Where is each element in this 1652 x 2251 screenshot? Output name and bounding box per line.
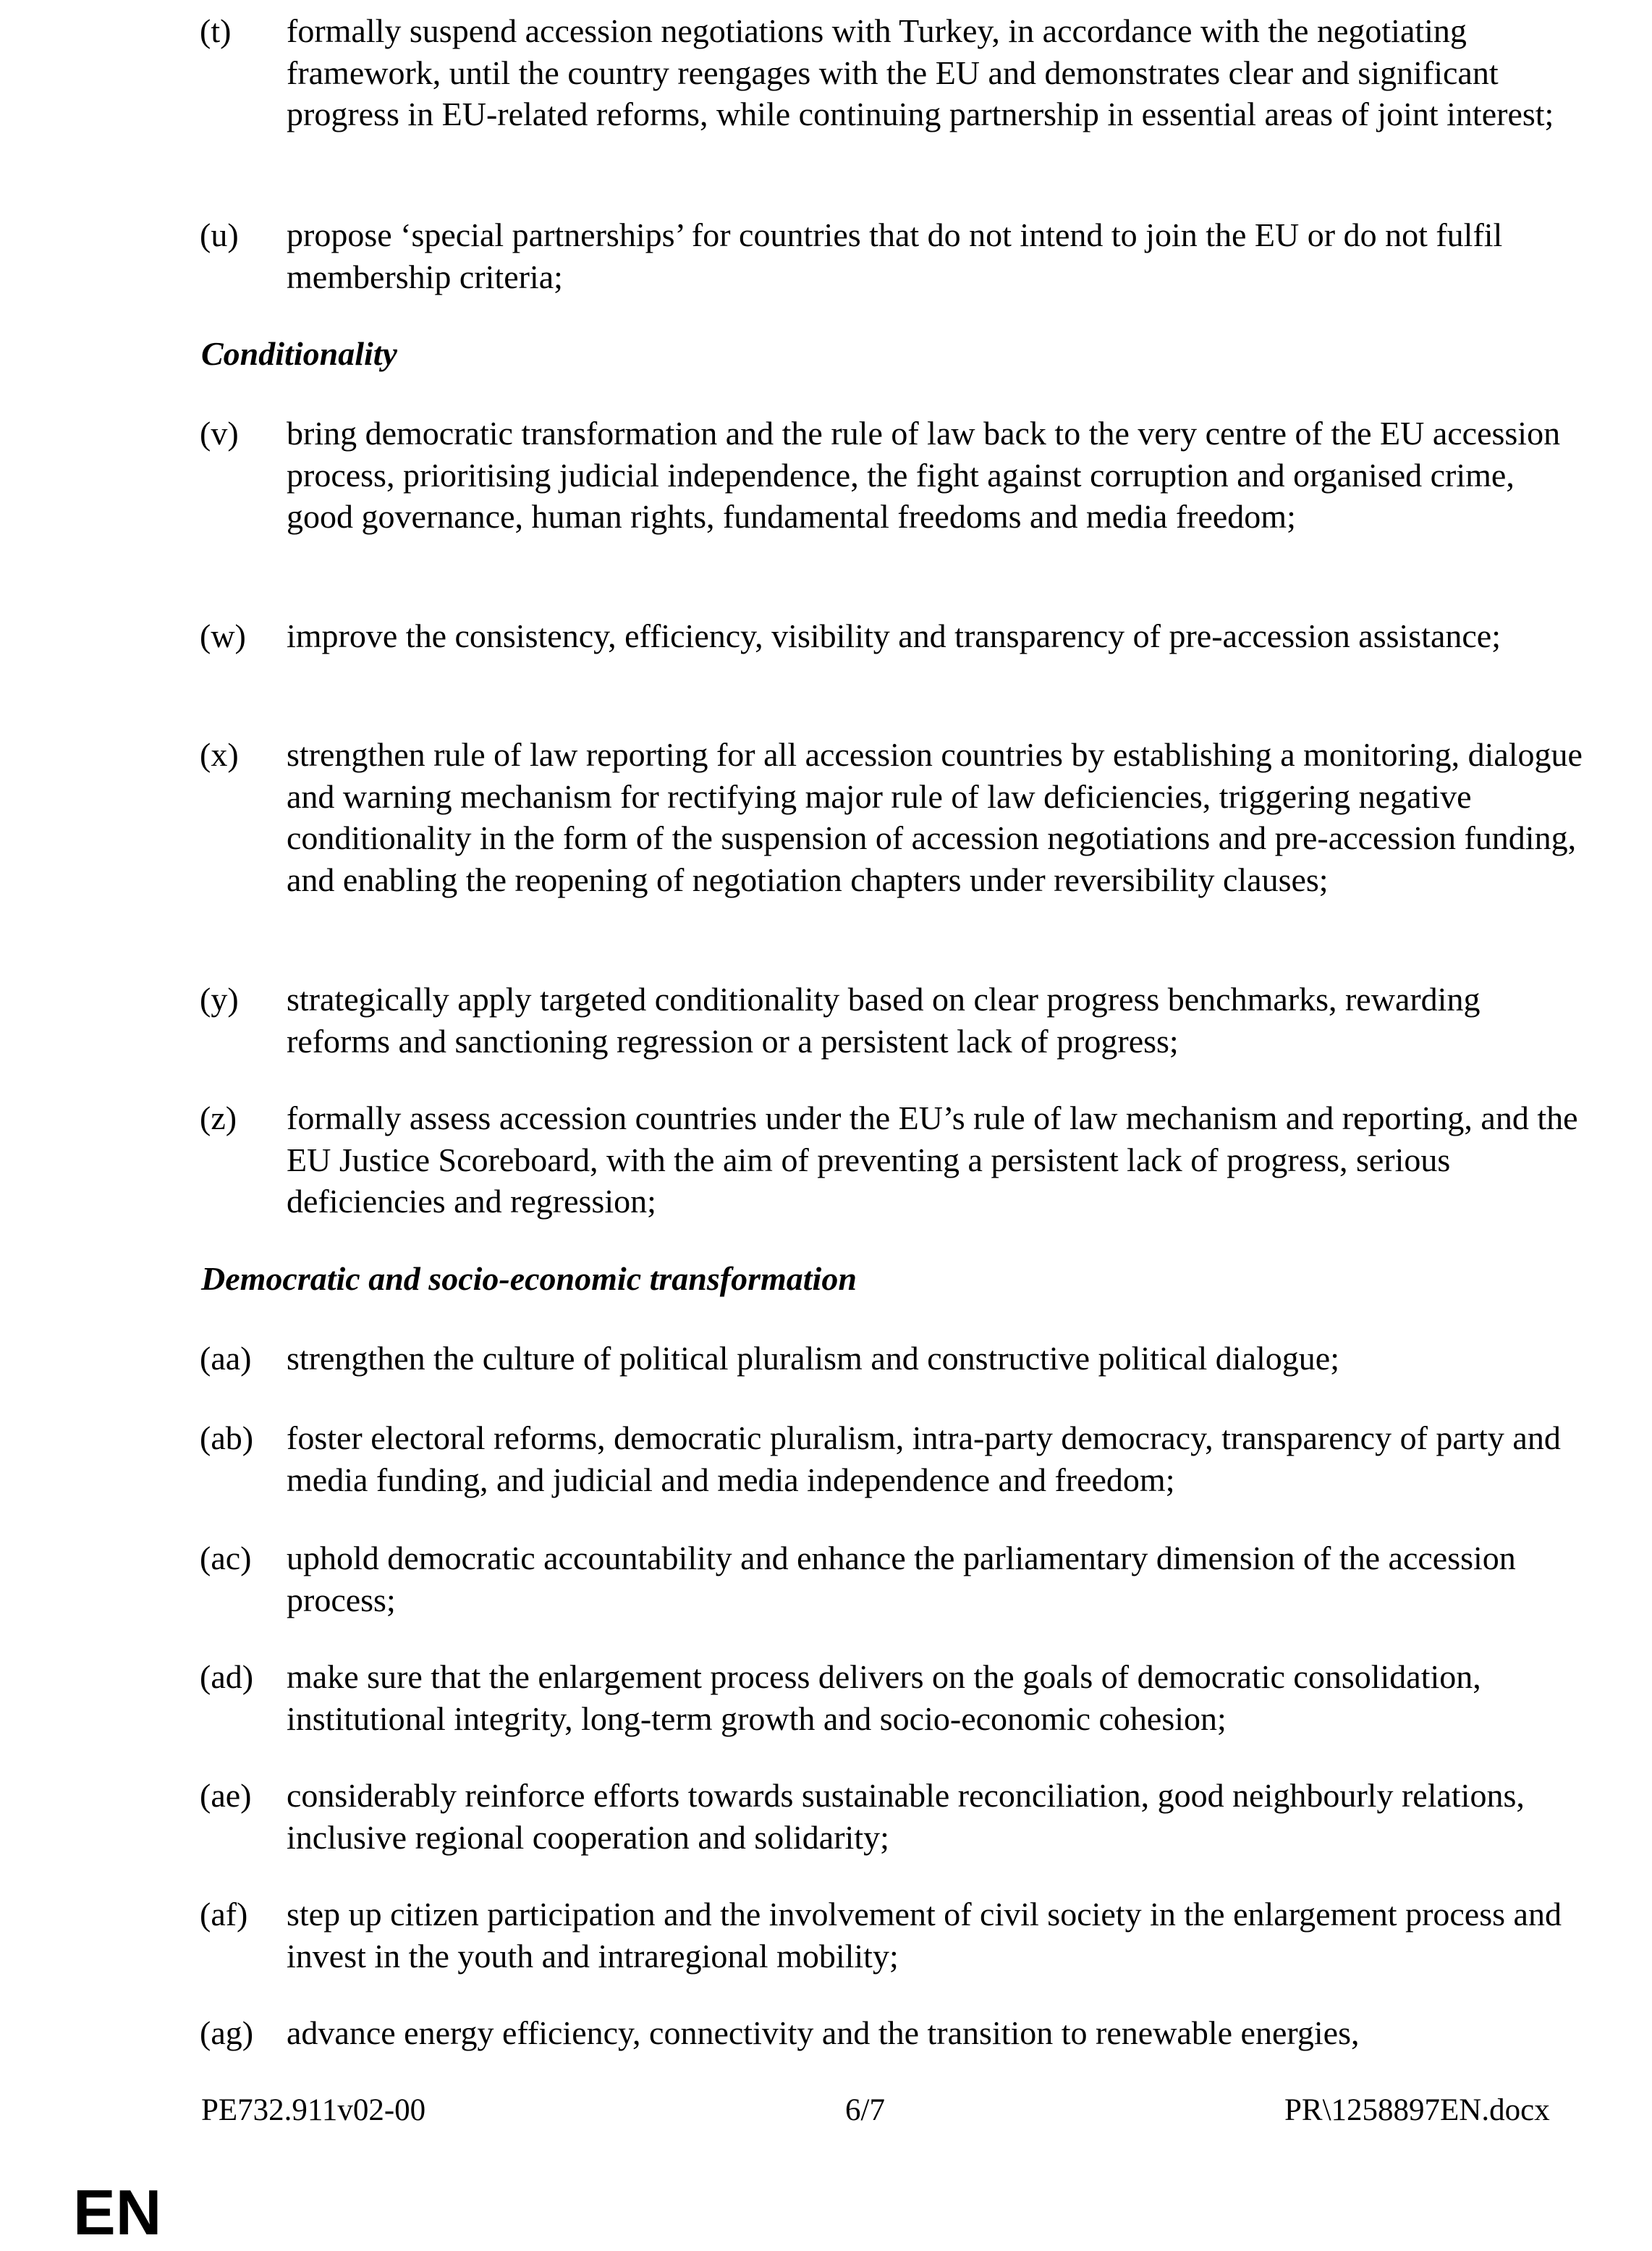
item-label: (ad)	[200, 1658, 254, 1695]
item-label: (t)	[200, 12, 232, 49]
item-label: (ac)	[200, 1540, 252, 1576]
item-label: (w)	[200, 617, 246, 654]
item-text: formally suspend accession negotiations with Turkey, in accordance with the negotiating framework, until the country reengages with the EU and demonstrates clear and significant progress in EU-related reforms, while continuing partnership in essential areas of joint interest;	[287, 12, 1554, 132]
footer-reference: PE732.911v02-00	[201, 2093, 426, 2127]
item-label: (ab)	[200, 1419, 254, 1456]
item-text: considerably reinforce efforts towards sustainable reconciliation, good neighbourly relations, inclusive regional cooperation and solidarity;	[287, 1777, 1525, 1856]
item-text: advance energy efficiency, connectivity and the transition to renewable energies,	[287, 2014, 1360, 2051]
list-item	[200, 1417, 1589, 1500]
list-item	[200, 1893, 1589, 1977]
list-item	[200, 413, 1589, 538]
list-item	[200, 2012, 1589, 2054]
item-label: (y)	[200, 981, 239, 1018]
item-text: bring democratic transformation and the rule of law back to the very centre of the EU accession process, prioritising judicial independence, the fight against corruption and organised crime, good governance, human rights, fundamental freedoms and media freedom;	[287, 415, 1561, 535]
list-item	[200, 615, 1589, 657]
footer-filename: PR\1258897EN.docx	[1284, 2093, 1550, 2127]
item-label: (af)	[200, 1896, 248, 1933]
item-text: improve the consistency, efficiency, visibility and transparency of pre-accession assistance;	[287, 617, 1501, 654]
item-label: (z)	[200, 1099, 237, 1136]
item-label: (u)	[200, 216, 239, 253]
item-label: (v)	[200, 415, 239, 452]
list-item	[200, 214, 1589, 297]
item-text: foster electoral reforms, democratic pluralism, intra-party democracy, transparency of party and media funding, and judicial and media independence and freedom;	[287, 1419, 1561, 1498]
list-item	[200, 734, 1589, 900]
list-item	[200, 1338, 1589, 1380]
section-heading-democratic: Democratic and socio-economic transformation	[201, 1260, 857, 1297]
item-text: strengthen rule of law reporting for all accession countries by establishing a monitoring, dialogue and warning mechanism for rectifying major rule of law deficiencies, triggering negative conditionality in the form of the suspension of accession negotiations and pre-accession funding, and enabling the reopening of negotiation chapters under reversibility clauses;	[287, 736, 1583, 898]
item-text: propose ‘special partnerships’ for countries that do not intend to join the EU or do not fulfil membership criteria;	[287, 216, 1503, 295]
item-text: formally assess accession countries under the EU’s rule of law mechanism and reporting, and the EU Justice Scoreboard, with the aim of preventing a persistent lack of progress, serious deficiencies and regression;	[287, 1099, 1578, 1220]
item-text: step up citizen participation and the involvement of civil society in the enlargement process and invest in the youth and intraregional mobility;	[287, 1896, 1562, 1975]
list-item	[200, 979, 1589, 1062]
item-label: (ag)	[200, 2014, 254, 2051]
list-item	[200, 1097, 1589, 1222]
item-text: strengthen the culture of political pluralism and constructive political dialogue;	[287, 1340, 1339, 1377]
item-label: (ae)	[200, 1777, 252, 1814]
item-text: strategically apply targeted conditionality based on clear progress benchmarks, rewarding reforms and sanctioning regression or a persistent lack of progress;	[287, 981, 1481, 1060]
list-item	[200, 1775, 1589, 1858]
item-text: uphold democratic accountability and enhance the parliamentary dimension of the accession process;	[287, 1540, 1516, 1618]
list-item	[200, 10, 1589, 135]
item-label: (aa)	[200, 1340, 252, 1377]
list-item	[200, 1656, 1589, 1739]
footer-page-number: 6/7	[845, 2093, 885, 2127]
section-heading-conditionality: Conditionality	[201, 335, 397, 372]
item-text: make sure that the enlargement process delivers on the goals of democratic consolidation, institutional integrity, long-term growth and socio-economic cohesion;	[287, 1658, 1481, 1737]
language-code: EN	[73, 2176, 162, 2248]
list-item	[200, 1537, 1589, 1621]
item-label: (x)	[200, 736, 239, 773]
